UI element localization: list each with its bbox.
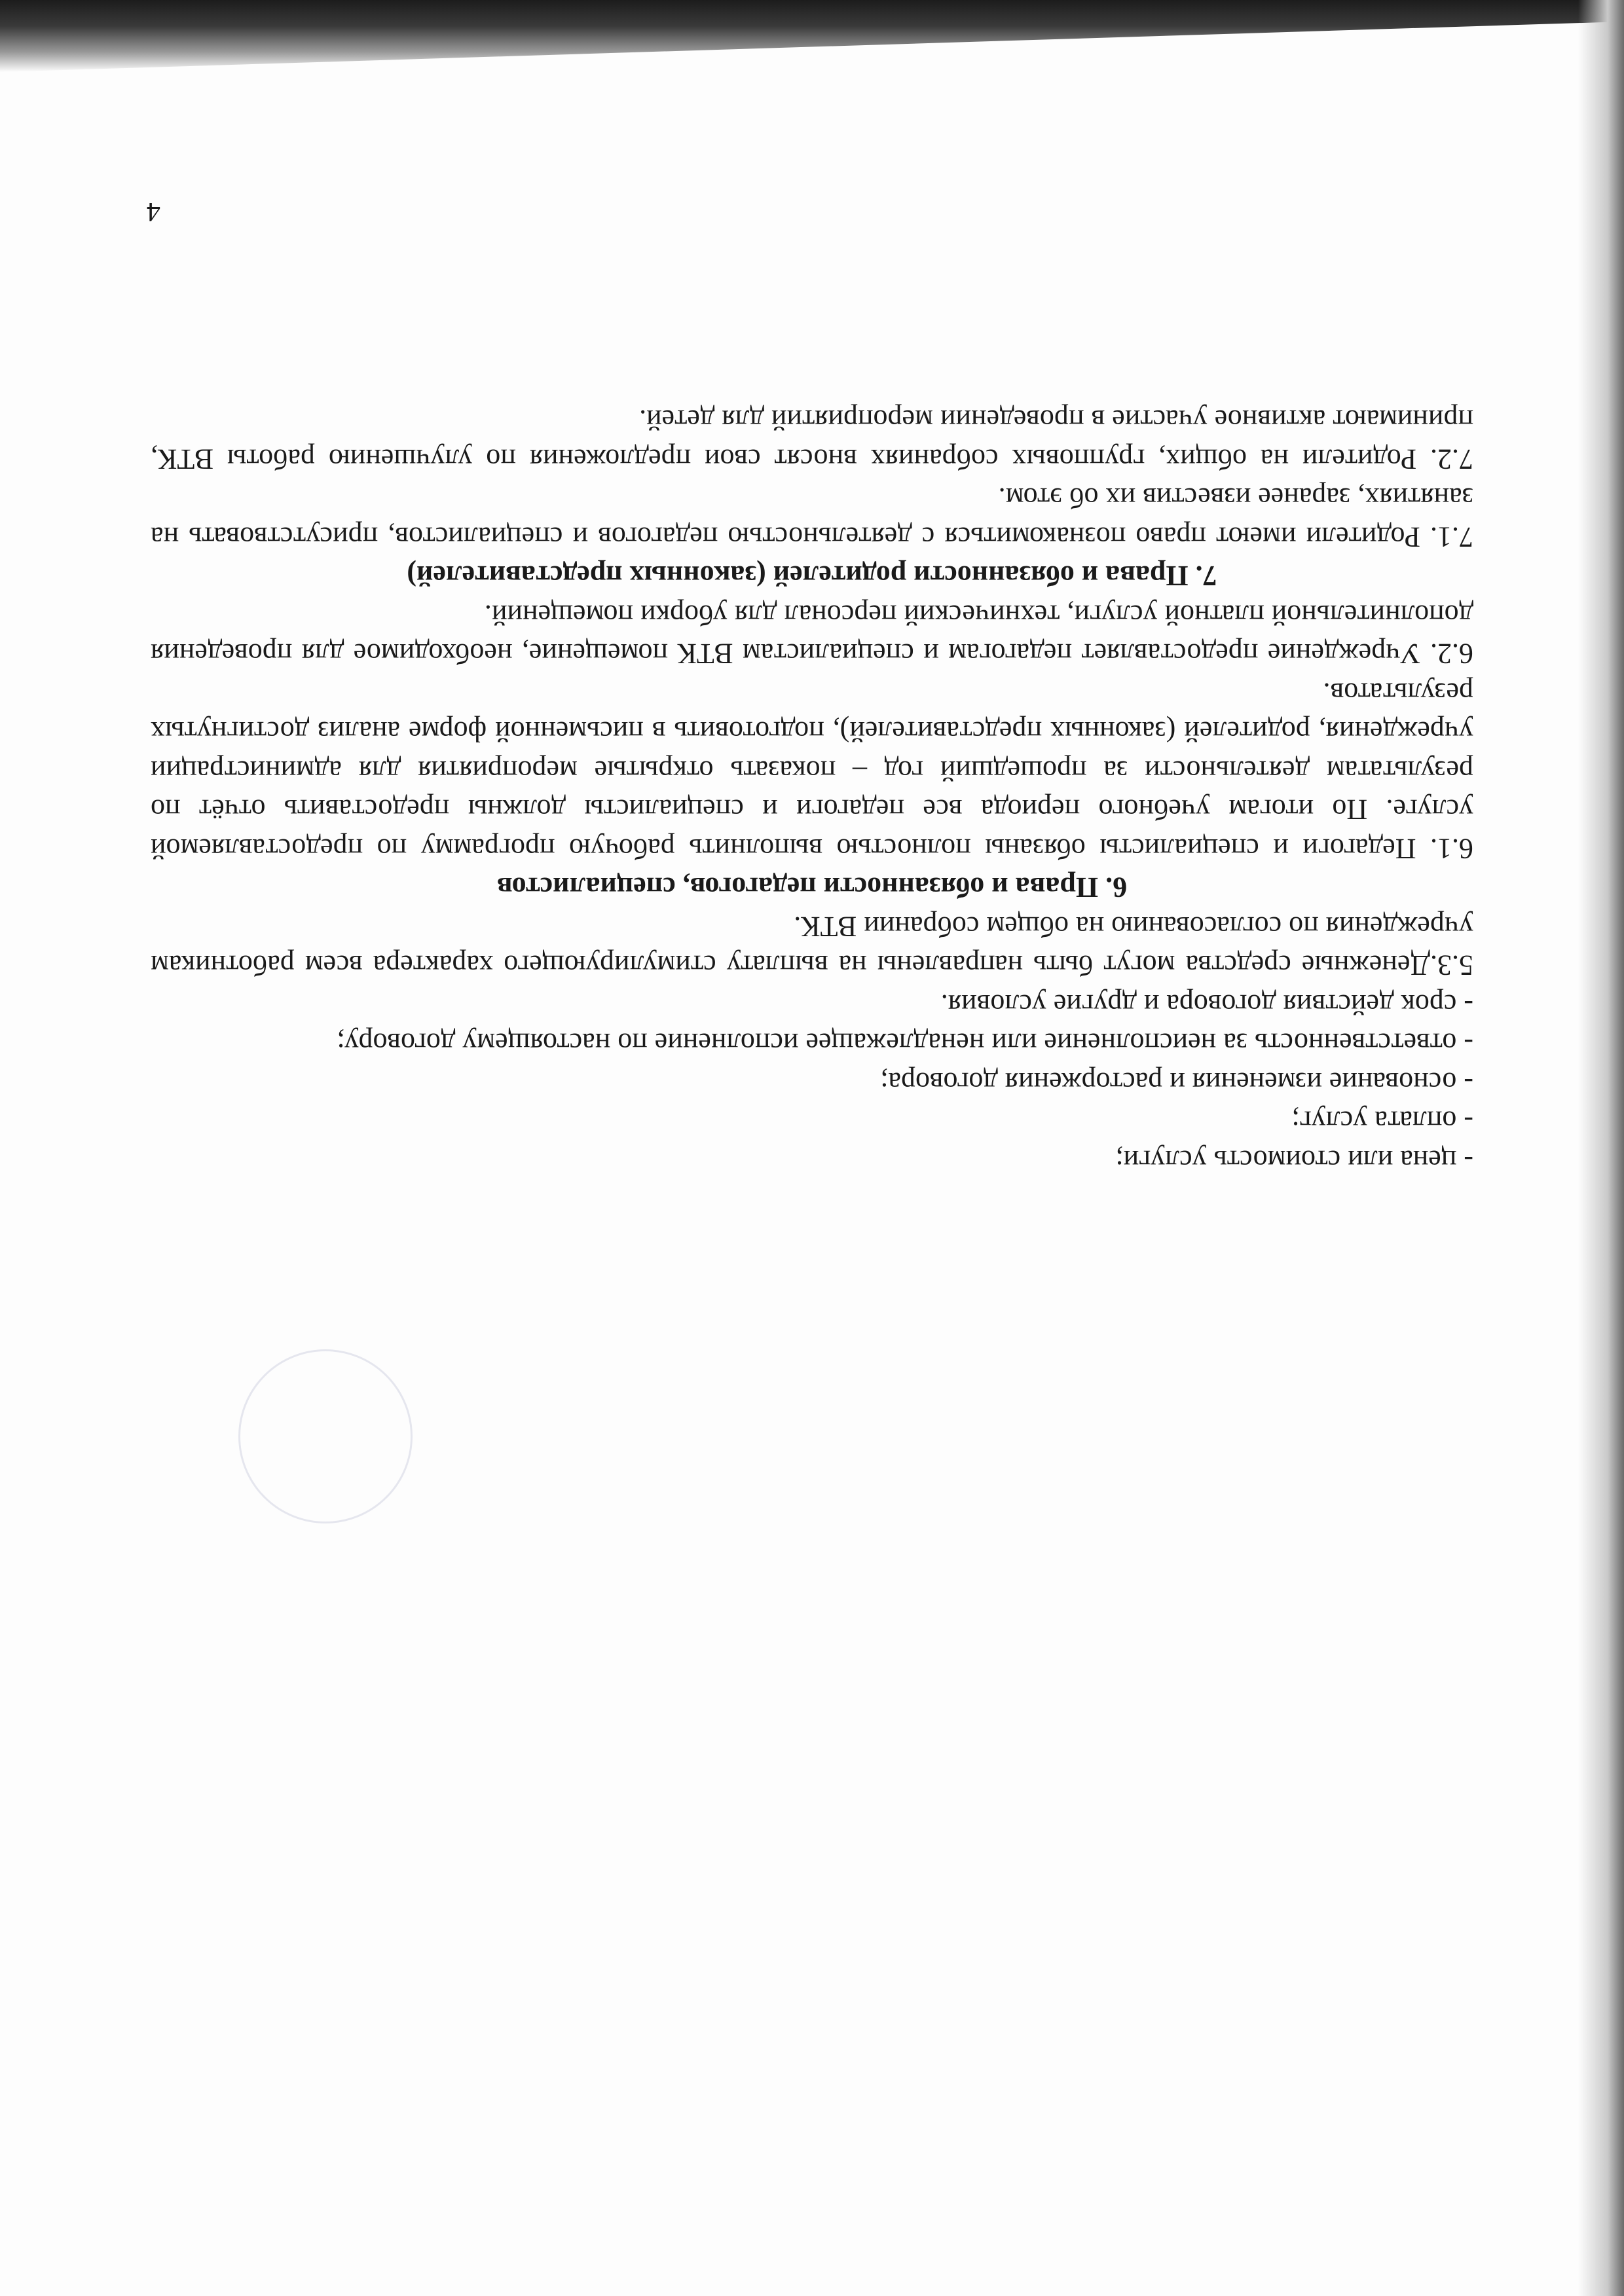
section-6-heading: 6. Права и обязанности педагогов, специалистов: [496, 871, 1128, 904]
list-item-liability: - ответственность за неисполнение или ненадлежащее исполнение по настоящему договору;: [337, 1027, 1473, 1060]
list-item-termination: - основание изменения и расторжения договора;: [880, 1066, 1473, 1099]
scanner-shadow-right: [1578, 0, 1624, 2296]
list-item-price: - цена или стоимость услуги;: [1115, 1144, 1473, 1176]
clause-7-1: 7.1. Родители имеют право познакомиться с деятельностью педагогов и специалистов, присутствовать на занятиях, заранее известив их об этом.: [151, 482, 1473, 553]
page-number: 4: [147, 196, 160, 227]
document-body: [151, 401, 1473, 1180]
section-7-heading: 7. Права и обязанности родителей (законных представителей): [407, 560, 1217, 592]
clause-7-2: 7.2. Родители на общих, групповых собраниях вносят свои предложения по улучшению работы ВТК, принимают активное участие в проведении мероприятий для детей.: [151, 404, 1473, 475]
clause-6-1: 6.1. Педагоги и специалисты обязаны полностью выполнить рабочую программу по предоставляемой услуге. По итогам учебного периода все педагоги и специалисты должны предоставить отчёт по результатам деятельности за прошедший год – показать открытые мероприятия для администрации учреждения, родителей (законных представителей), подготовить в письменной форме анализ достигнутых результатов.: [151, 677, 1473, 865]
list-item-term: - срок действия договора и другие условия.: [940, 989, 1473, 1021]
clause-5-3: 5.3.Денежные средства могут быть направлены на выплату стимулирующего характера всем работникам учреждения по согласованию на общем собрании ВТК.: [151, 911, 1473, 982]
faint-stamp: [238, 1349, 413, 1523]
list-item-payment: - оплата услуг;: [1291, 1105, 1473, 1138]
clause-6-2: 6.2. Учреждение предоставляет педагогам и специалистам ВТК помещение, необходимое для проведения дополнительной платной услуги, технический персонал для уборки помещений.: [151, 599, 1473, 670]
